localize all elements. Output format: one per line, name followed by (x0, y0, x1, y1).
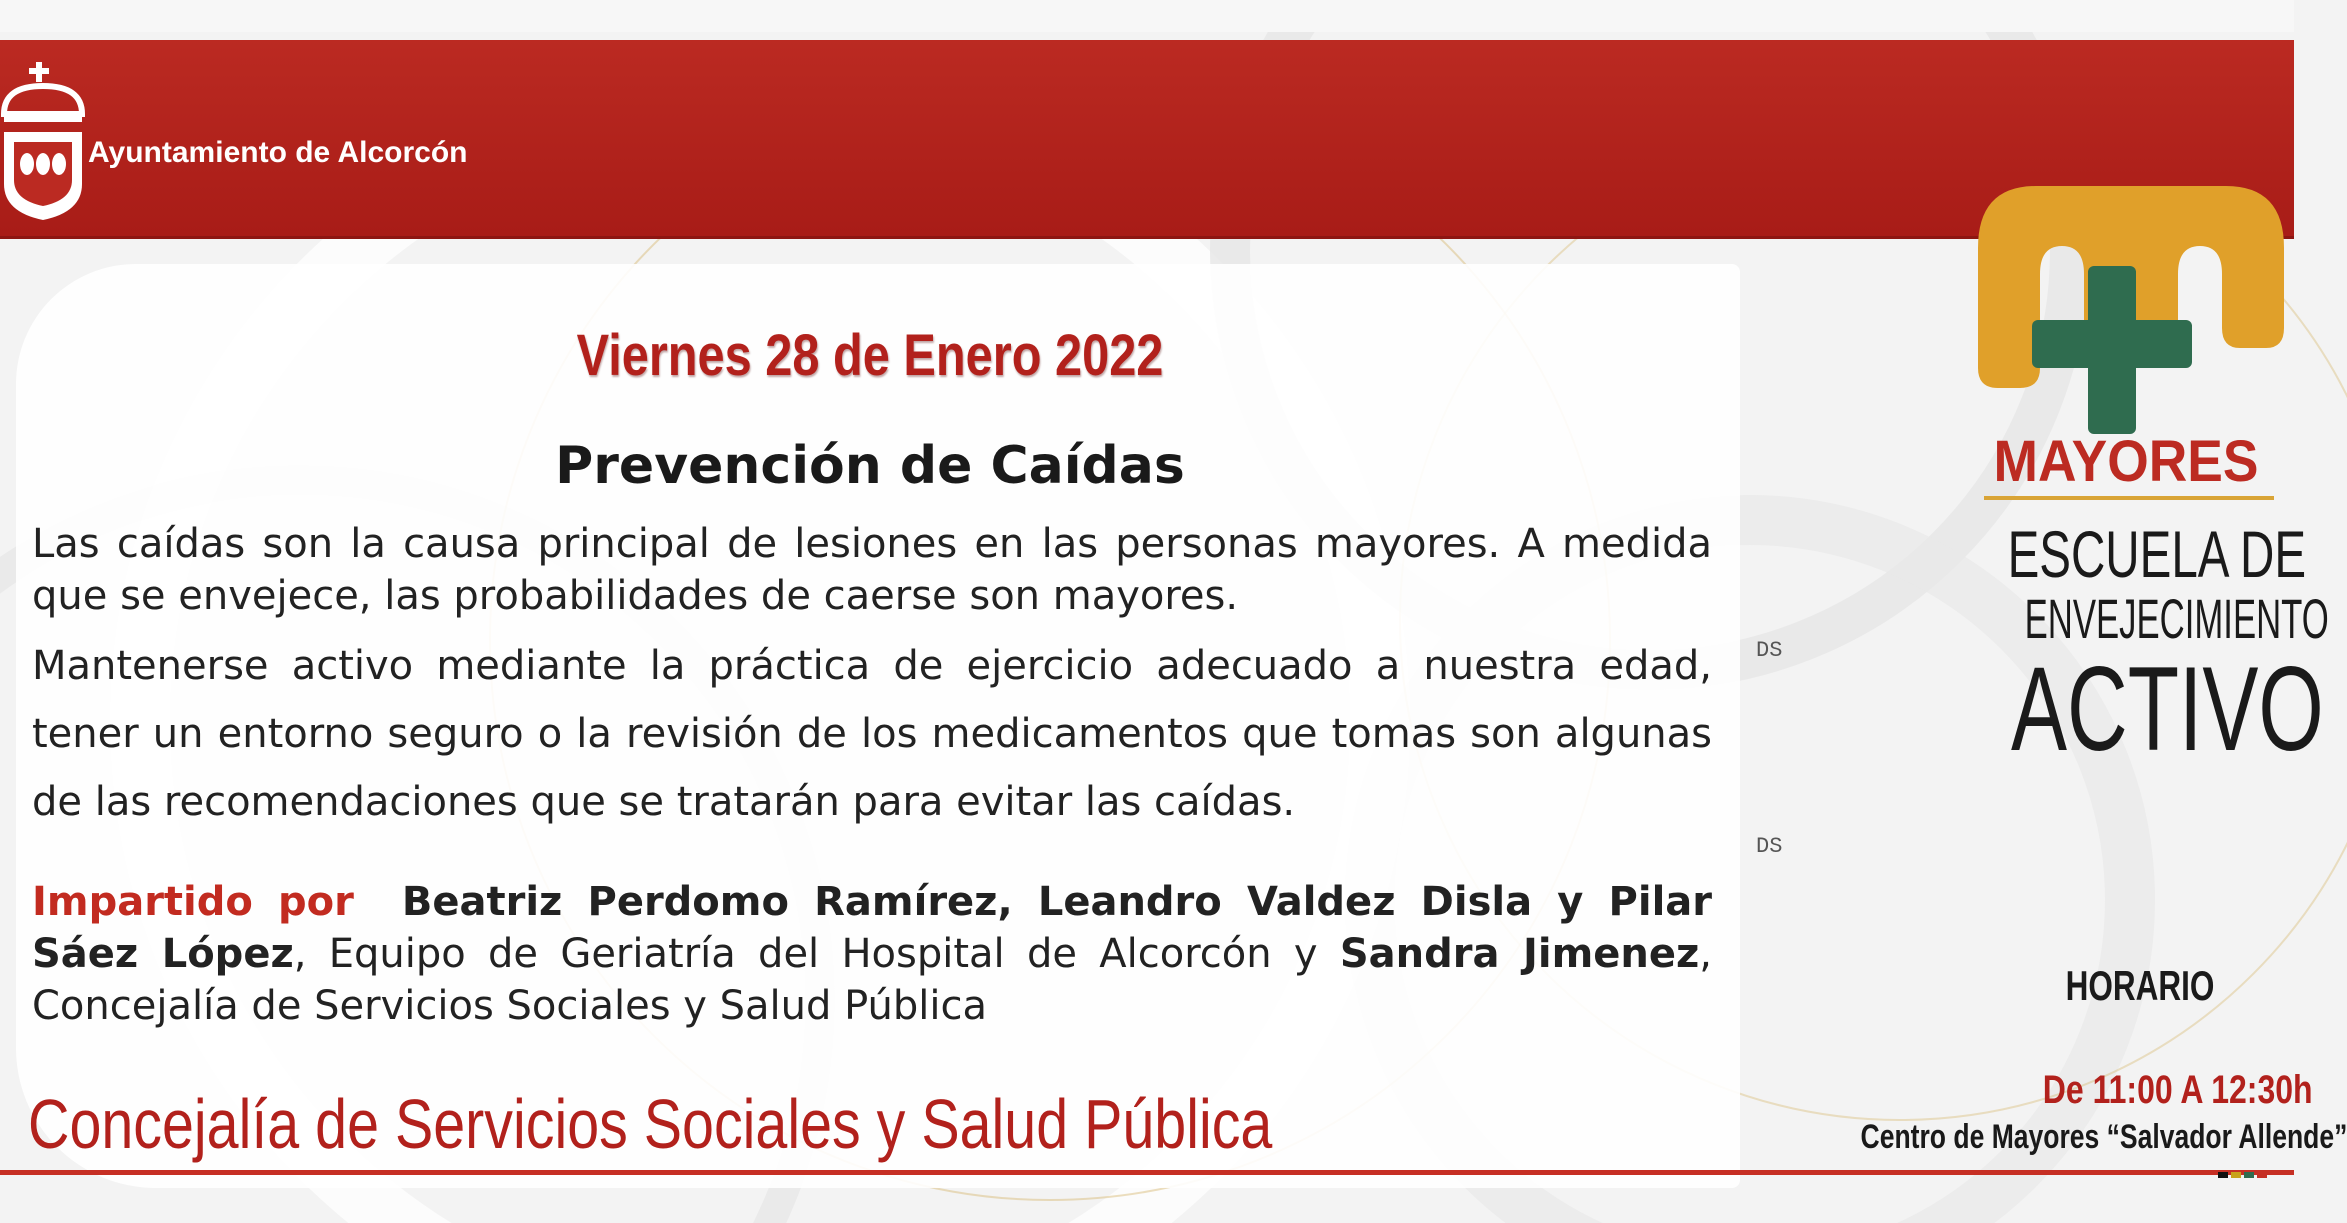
top-strip (0, 0, 2294, 32)
speaker2-name: Sandra Jimenez (1339, 931, 1700, 977)
event-subtitle: Prevención de Caídas (555, 436, 1185, 496)
ghost-fragment: DS (1756, 834, 1783, 859)
alcorcon-crest-icon (0, 62, 86, 222)
imparted-by-label: Impartido por (32, 879, 354, 925)
escuela-line1: ESCUELA DE (2007, 517, 2307, 591)
escuela-line3: ACTIVO (2011, 642, 2324, 776)
org-name: Ayuntamiento de Alcorcón (88, 136, 468, 169)
horario-place: Centro de Mayores “Salvador Allende” (1860, 1118, 2347, 1156)
horario-label: HORARIO (2065, 962, 2215, 1009)
speakers-paragraph (32, 876, 1712, 1032)
mayores-rule (1984, 496, 2274, 500)
intro-paragraph: Las caídas son la causa principal de lesiones en las personas mayores. A medida que se envejece, las probabilidades de caerse son mayores. (32, 521, 1712, 619)
ghost-fragment: DS (1756, 638, 1783, 663)
header-bar (0, 40, 2294, 239)
recommendations-paragraph: Mantenerse activo mediante la práctica de ejercicio adecuado a nuestra edad, tener un entorno seguro o la revisión de los medicamentos que tomas son algunas de las recomendaciones que se tratarán para evitar las caídas. (32, 643, 1712, 825)
escuela-line2: ENVEJECIMIENTO (2024, 587, 2329, 650)
speakers-names: Beatriz Perdomo Ramírez, Leandro Valdez Disla y Pilar Sáez López (32, 879, 1712, 977)
color-dots (2218, 1172, 2267, 1178)
mayores-logo-icon (1976, 178, 2286, 438)
mayores-label: MAYORES (1993, 429, 2259, 494)
team-text: , Equipo de Geriatría del Hospital de Alcorcón y (293, 931, 1340, 977)
bottom-divider (0, 1170, 2294, 1175)
dept-text: , Concejalía de Servicios Sociales y Salud Pública (32, 931, 1713, 1029)
horario-time: De 11:00 A 12:30h (2042, 1068, 2313, 1112)
event-date-title: Viernes 28 de Enero 2022 (576, 323, 1164, 388)
footer-department: Concejalía de Servicios Sociales y Salud Pública (28, 1085, 1273, 1163)
